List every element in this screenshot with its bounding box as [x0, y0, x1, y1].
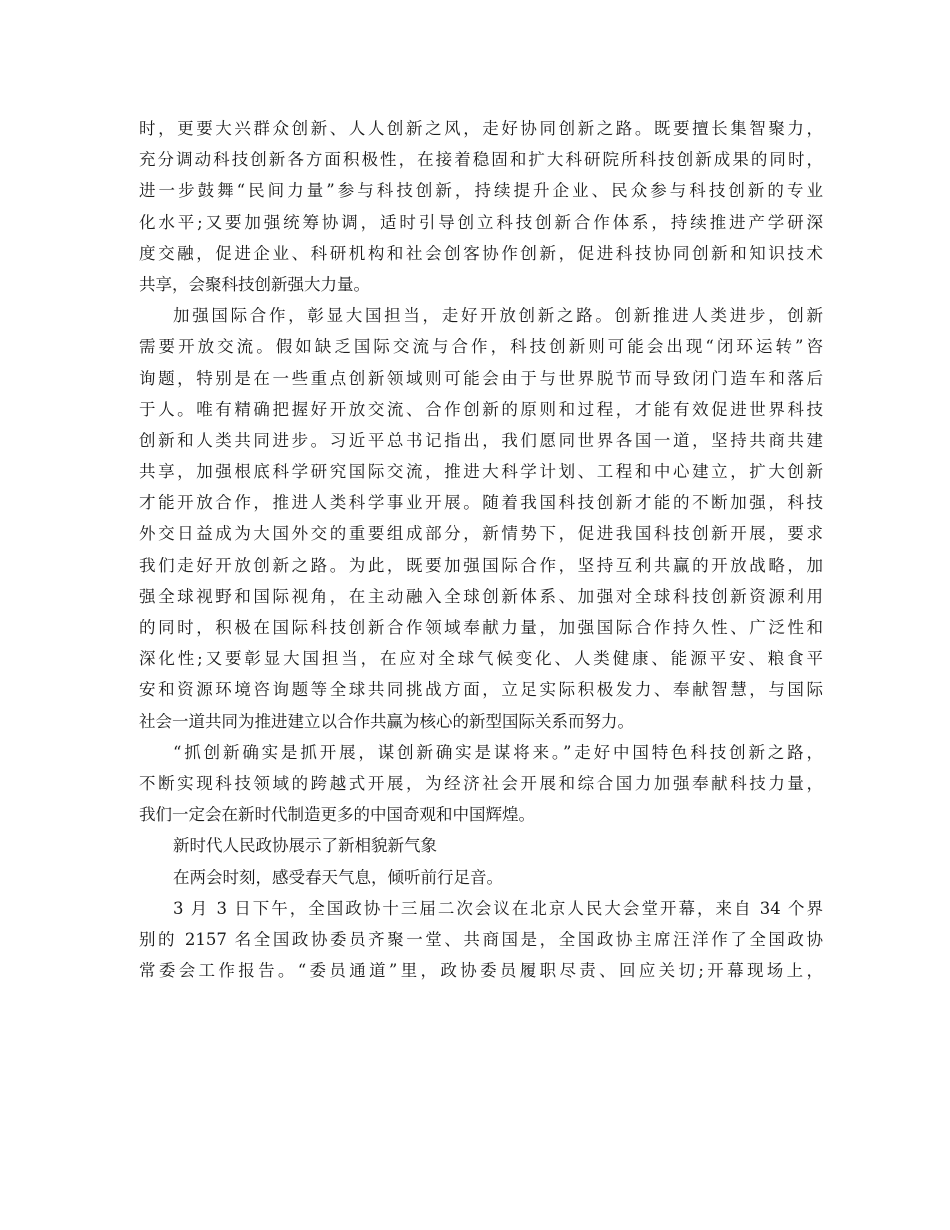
paragraph-1-line-11: 深化性;又要彰显大国担当，在应对全球气候变化、人类健康、能源平安、粮食平 — [139, 649, 823, 669]
paragraph-1-line-2: 询题，特别是在一些重点创新领域则可能会由于与世界脱节而导致闭门造车和落后 — [139, 368, 823, 388]
paragraph-1-line-8: 我们走好开放创新之路。为此，既要加强国际合作，坚持互利共赢的开放战略，加 — [139, 555, 823, 575]
paragraph-2-line-0: “抓创新确实是抓开展，谋创新确实是谋将来。”走好中国特色科技创新之路， — [173, 742, 823, 762]
paragraph-0-line-3: 化水平;又要加强统筹协调，适时引导创立科技创新合作体系，持续推进产学研深 — [139, 212, 823, 232]
paragraph-2-line-1: 不断实现科技领域的跨越式开展，为经济社会开展和综合国力加强奉献科技力量， — [139, 773, 823, 793]
paragraph-5-line-1: 别的 2157 名全国政协委员齐聚一堂、共商国是，全国政协主席汪洋作了全国政协 — [139, 929, 823, 949]
paragraph-1-line-7: 外交日益成为大国外交的重要组成部分，新情势下，促进我国科技创新开展，要求 — [139, 524, 823, 544]
paragraph-3-line-0: 新时代人民政协展示了新相貌新气象 — [173, 836, 437, 856]
paragraph-1-line-9: 强全球视野和国际视角，在主动融入全球创新体系、加强对全球科技创新资源利用 — [139, 586, 823, 606]
paragraph-1-line-10: 的同时，积极在国际科技创新合作领域奉献力量，加强国际合作持久性、广泛性和 — [139, 618, 823, 637]
paragraph-0-line-1: 充分调动科技创新各方面积极性，在接着稳固和扩大科研院所科技创新成果的同时， — [139, 150, 823, 170]
paragraph-0-line-4: 度交融，促进企业、科研机构和社会创客协作创新，促进科技协同创新和知识技术 — [139, 243, 823, 263]
paragraph-1-line-4: 创新和人类共同进步。习近平总书记指出，我们愿同世界各国一道，坚持共商共建 — [139, 430, 823, 450]
paragraph-5-line-2: 常委会工作报告。“委员通道”里，政协委员履职尽责、回应关切;开幕现场上， — [139, 961, 823, 981]
paragraph-1-line-12: 安和资源环境咨询题等全球共同挑战方面，立足实际积极发力、奉献智慧，与国际 — [139, 680, 823, 700]
paragraph-1-line-1: 需要开放交流。假如缺乏国际交流与合作，科技创新则可能会出现“闭环运转”咨 — [139, 337, 823, 357]
paragraph-1-line-3: 于人。唯有精确把握好开放交流、合作创新的原则和过程，才能有效促进世界科技 — [139, 399, 823, 419]
paragraph-0-line-2: 进一步鼓舞“民间力量”参与科技创新，持续提升企业、民众参与科技创新的专业 — [139, 181, 823, 201]
paragraph-1-line-5: 共享，加强根底科学研究国际交流，推进大科学计划、工程和中心建立，扩大创新 — [139, 462, 823, 482]
paragraph-5-line-0: 3 月 3 日下午，全国政协十三届二次会议在北京人民大会堂开幕，来自 34 个界 — [173, 898, 823, 918]
paragraph-1-line-13: 社会一道共同为推进建立以合作共赢为核心的新型国际关系而努力。 — [139, 711, 634, 731]
paragraph-4-line-0: 在两会时刻，感受春天气息，倾听前行足音。 — [173, 867, 503, 887]
paragraph-0-line-5: 共享，会聚科技创新强大力量。 — [139, 274, 370, 294]
paragraph-2-line-2: 我们一定会在新时代制造更多的中国奇观和中国辉煌。 — [139, 805, 535, 825]
paragraph-0-line-0: 时，更要大兴群众创新、人人创新之风，走好协同创新之路。既要擅长集智聚力， — [139, 119, 823, 138]
document-page — [139, 113, 823, 986]
paragraph-1-line-0: 加强国际合作，彰显大国担当，走好开放创新之路。创新推进人类进步，创新 — [173, 306, 823, 326]
paragraph-1-line-6: 才能开放合作，推进人类科学事业开展。随着我国科技创新才能的不断加强，科技 — [139, 493, 823, 513]
